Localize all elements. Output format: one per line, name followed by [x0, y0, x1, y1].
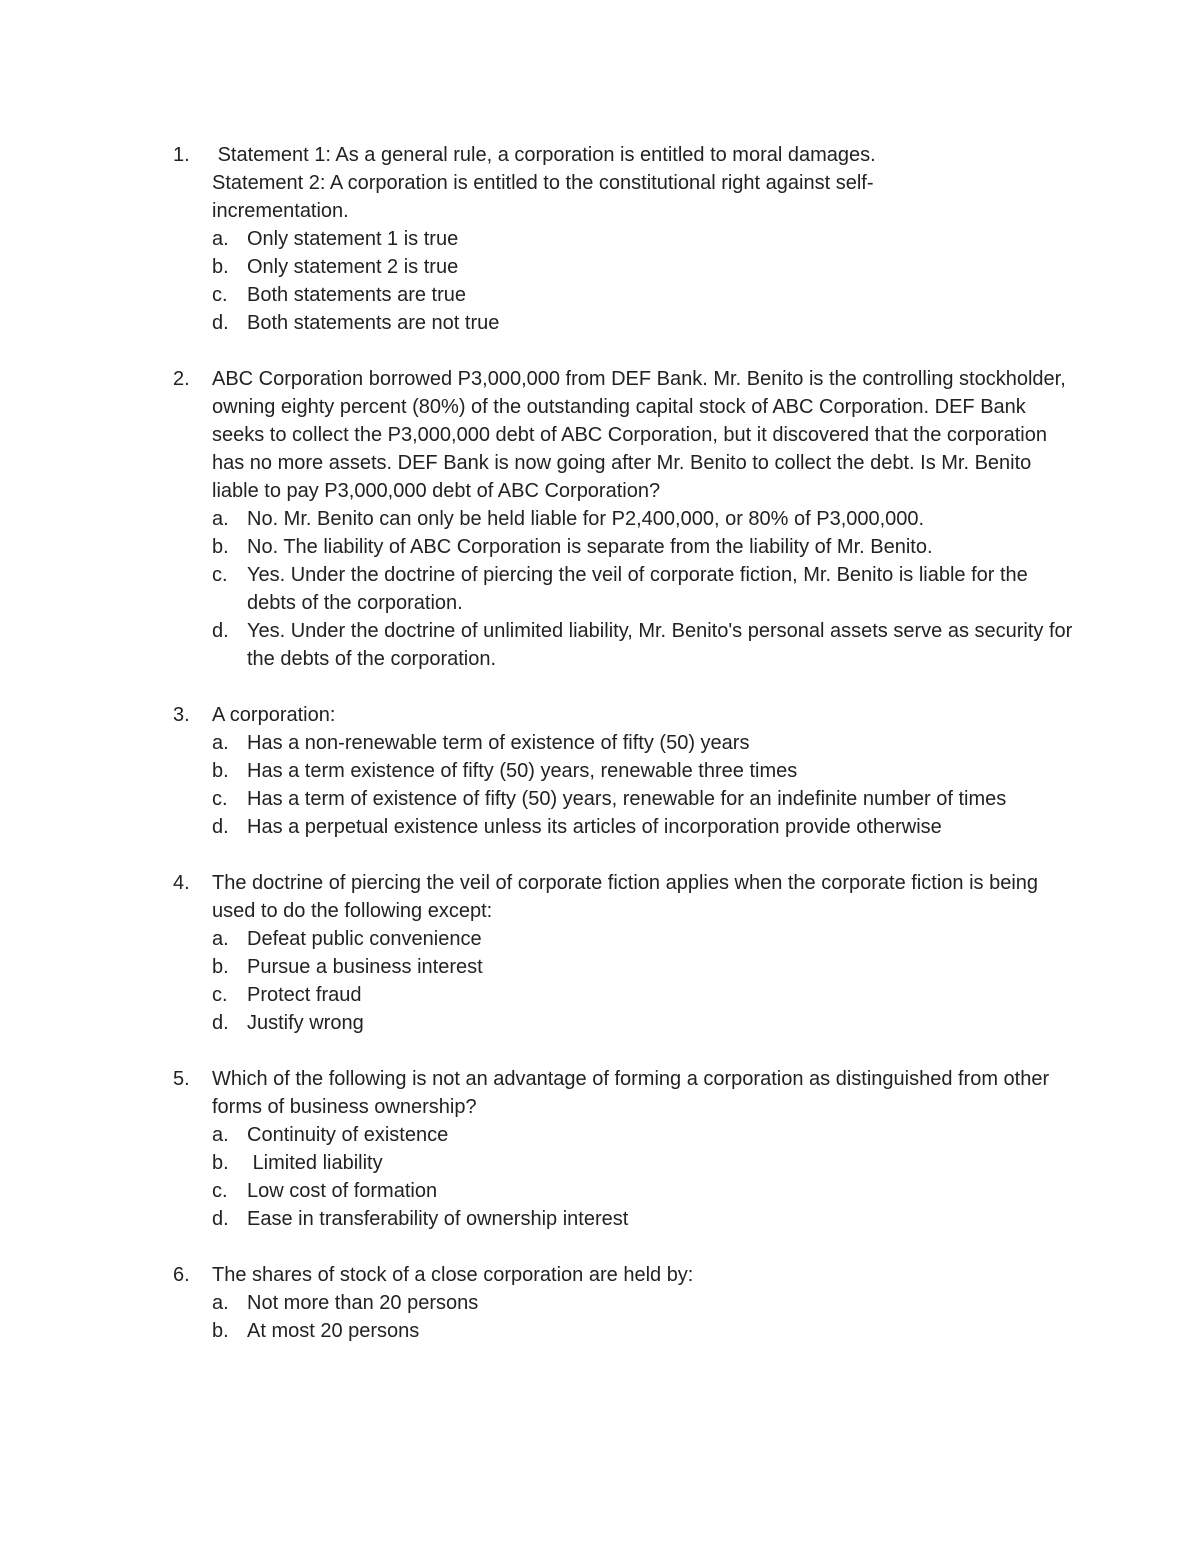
option-letter: c. [212, 284, 228, 306]
option-text: Both statements are true [247, 284, 467, 306]
option-a [212, 225, 1073, 253]
question-number: 3. [173, 704, 190, 726]
option-text: At most 20 persons [247, 1320, 420, 1342]
option-letter: d. [212, 620, 229, 642]
question-line: The doctrine of piercing the veil of corporate fiction applies when the corporate fiction is being used to do the following except: [212, 872, 1039, 922]
option-text: No. The liability of ABC Corporation is separate from the liability of Mr. Benito. [247, 536, 933, 558]
option-c [212, 1177, 1073, 1205]
option-text: Yes. Under the doctrine of unlimited liability, Mr. Benito's personal assets serve as security for the debts of the corporation. [247, 620, 1073, 670]
question-1 [173, 141, 1073, 337]
option-letter: b. [212, 536, 229, 558]
question-6 [173, 1261, 1073, 1345]
option-letter: d. [212, 1208, 229, 1230]
option-list [212, 1121, 1073, 1233]
option-list [212, 505, 1073, 673]
option-text: Justify wrong [247, 1012, 364, 1034]
option-letter: a. [212, 928, 229, 950]
option-letter: b. [212, 760, 229, 782]
question-number: 5. [173, 1068, 190, 1090]
question-line: Statement 2: A corporation is entitled to the constitutional right against self-incrementation. [212, 172, 874, 222]
question-4 [173, 869, 1073, 1037]
option-text: Yes. Under the doctrine of piercing the veil of corporate fiction, Mr. Benito is liable for the debts of the corporation. [247, 564, 1028, 614]
option-c [212, 561, 1073, 617]
option-letter: a. [212, 732, 229, 754]
option-letter: a. [212, 228, 229, 250]
option-letter: a. [212, 1124, 229, 1146]
option-text: Has a non-renewable term of existence of fifty (50) years [247, 732, 750, 754]
option-text: Has a term existence of fifty (50) years, renewable three times [247, 760, 798, 782]
option-letter: b. [212, 956, 229, 978]
option-c [212, 981, 1073, 1009]
question-text [212, 365, 1073, 505]
option-text: Limited liability [247, 1152, 383, 1174]
question-number: 6. [173, 1264, 190, 1286]
option-letter: d. [212, 312, 229, 334]
option-letter: a. [212, 1292, 229, 1314]
question-line: Which of the following is not an advantage of forming a corporation as distinguished from other forms of business ownership? [212, 1068, 1050, 1118]
question-line: The shares of stock of a close corporation are held by: [212, 1264, 694, 1286]
option-list [212, 729, 1073, 841]
question-3 [173, 701, 1073, 841]
option-letter: c. [212, 564, 228, 586]
option-text: Has a perpetual existence unless its articles of incorporation provide otherwise [247, 816, 942, 838]
option-a [212, 1121, 1073, 1149]
option-d [212, 1009, 1073, 1037]
question-text [212, 1261, 1073, 1289]
question-number: 2. [173, 368, 190, 390]
option-b [212, 953, 1073, 981]
option-list [212, 1289, 1073, 1345]
option-list [212, 925, 1073, 1037]
question-2 [173, 365, 1073, 673]
option-b [212, 757, 1073, 785]
option-b [212, 533, 1073, 561]
option-text: No. Mr. Benito can only be held liable for P2,400,000, or 80% of P3,000,000. [247, 508, 925, 530]
question-number: 4. [173, 872, 190, 894]
option-letter: b. [212, 256, 229, 278]
option-text: Both statements are not true [247, 312, 500, 334]
option-text: Ease in transferability of ownership interest [247, 1208, 629, 1230]
option-text: Continuity of existence [247, 1124, 449, 1146]
option-text: Only statement 2 is true [247, 256, 459, 278]
option-text: Not more than 20 persons [247, 1292, 479, 1314]
question-list [173, 141, 1073, 1345]
question-text [212, 141, 1073, 225]
option-letter: a. [212, 508, 229, 530]
option-a [212, 1289, 1073, 1317]
question-number: 1. [173, 144, 190, 166]
question-text [212, 701, 1073, 729]
option-text: Only statement 1 is true [247, 228, 459, 250]
option-b [212, 1149, 1073, 1177]
option-letter: c. [212, 1180, 228, 1202]
option-list [212, 225, 1073, 337]
option-text: Low cost of formation [247, 1180, 438, 1202]
option-letter: c. [212, 984, 228, 1006]
question-line: A corporation: [212, 704, 336, 726]
option-b [212, 1317, 1073, 1345]
option-text: Has a term of existence of fifty (50) years, renewable for an indefinite number of times [247, 788, 1007, 810]
option-d [212, 1205, 1073, 1233]
option-text: Pursue a business interest [247, 956, 483, 978]
question-line: Statement 1: As a general rule, a corporation is entitled to moral damages. [212, 144, 876, 166]
option-a [212, 729, 1073, 757]
option-letter: b. [212, 1320, 229, 1342]
option-letter: d. [212, 1012, 229, 1034]
option-d [212, 309, 1073, 337]
question-text [212, 1065, 1073, 1121]
question-text [212, 869, 1073, 925]
option-letter: d. [212, 816, 229, 838]
question-line: ABC Corporation borrowed P3,000,000 from DEF Bank. Mr. Benito is the controlling stockholder, owning eighty percent (80%) of the outstanding capital stock of ABC Corporation. DEF Bank seeks to collect the P3,000,000 debt of ABC Corporation, but it discovered that the corporation has no more assets. DEF Bank is now going after Mr. Benito to collect the debt. Is Mr. Benito liable to pay P3,000,000 debt of ABC Corporation? [212, 368, 1066, 502]
option-d [212, 617, 1073, 673]
option-c [212, 785, 1073, 813]
option-a [212, 505, 1073, 533]
option-a [212, 925, 1073, 953]
option-text: Defeat public convenience [247, 928, 482, 950]
option-letter: b. [212, 1152, 229, 1174]
option-letter: c. [212, 788, 228, 810]
option-text: Protect fraud [247, 984, 362, 1006]
option-b [212, 253, 1073, 281]
option-c [212, 281, 1073, 309]
question-5 [173, 1065, 1073, 1233]
option-d [212, 813, 1073, 841]
